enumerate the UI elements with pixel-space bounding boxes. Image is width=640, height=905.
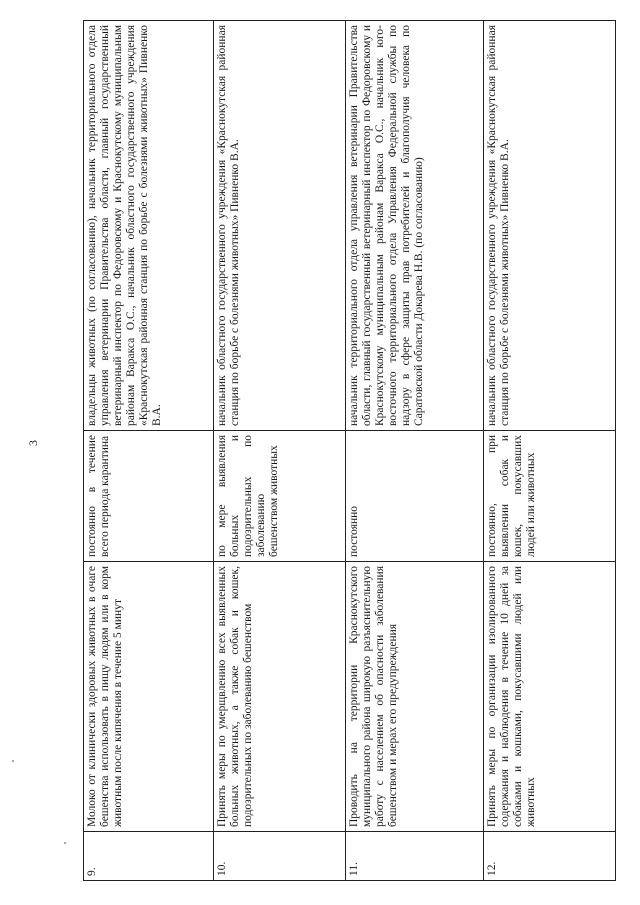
term-cell: постоянно, при выявлении собак и кошек, покусавших людей или животных <box>484 431 616 562</box>
responsible-cell: начальник областного государственного учреждения «Краснокутская районная станция по борьбе с болезнями животных» Пивненко В.А. <box>484 21 616 431</box>
term-cell: постоянно <box>346 431 484 562</box>
row-number: 9. <box>84 832 214 881</box>
rotated-table-container <box>83 21 615 881</box>
term-cell: по мере выявления больных и подозрительных по заболеванию бешенством животных <box>214 431 346 562</box>
table-row <box>346 21 484 881</box>
scan-speck <box>64 842 66 844</box>
measure-cell: Молоко от клинически здоровых животных в очаге бешенства использовать в пищу людям или в корм животным после кипячения в течение 5 минут <box>84 562 214 832</box>
scan-speck <box>12 760 14 762</box>
responsible-cell: начальник областного государственного учреждения «Краснокутская районная станция по борьбе с болезнями животных» Пивненко В.А. <box>214 21 346 431</box>
row-number: 12. <box>484 832 616 881</box>
row-number: 11. <box>346 832 484 881</box>
measure-cell: Принять меры по организации изолированного содержания и наблюдения в течение 10 дней за собаками и кошками, покусавшими людей или животных <box>484 562 616 832</box>
measures-table <box>83 20 616 881</box>
table-row <box>84 21 214 881</box>
measure-cell: Проводить на территории Краснокутского муниципального района широкую разъяснительную работу с населением об опасности заболевания бешенством и мерах его предупреждения <box>346 562 484 832</box>
responsible-cell: начальник территориального отдела управления ветеринарии Правительства области, главный государственный ветеринарный инспектор по Федоровскому и Краснокутскому муниципальным районам Варакса О.С., начальник юго-восточного территориального отдела Управления Федеральной службы по надзору в сфере защиты прав потребителей и благополучия человека по Саратовской области Докарева Н.В. (по согласованию) <box>346 21 484 431</box>
responsible-cell: владельцы животных (по согласованию), начальник территориального отдела управления ветеринарии Правительства области, главный государственный ветеринарный инспектор по Федоровскому и Краснокутскому муниципальным районам Варакса О.С., начальник областного государственного учреждения «Краснокутская районная станция по борьбе с болезнями животных» Пивненко В.А. <box>84 21 214 431</box>
measure-cell: Принять меры по умерщвлению всех выявленных больных животных, а также собак и кошек, подозрительных по заболеванию бешенством <box>214 562 346 832</box>
table-row <box>484 21 616 881</box>
page-number: 3 <box>26 440 40 446</box>
table-row <box>214 21 346 881</box>
row-number: 10. <box>214 832 346 881</box>
term-cell: постоянно в течение всего периода карантина <box>84 431 214 562</box>
